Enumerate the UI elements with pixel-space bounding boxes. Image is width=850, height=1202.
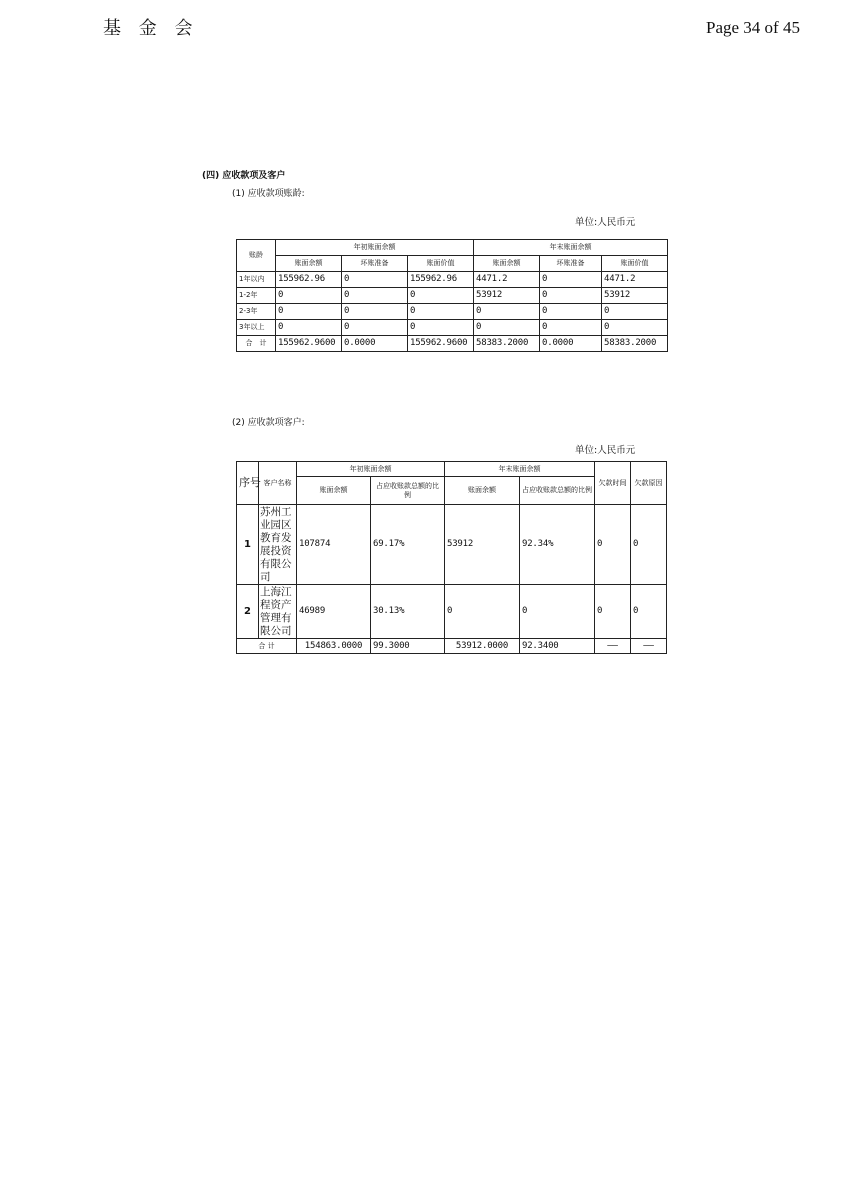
table-row: [237, 320, 668, 336]
aging-cell: 0: [540, 288, 602, 304]
aging-cell: 53912: [474, 288, 540, 304]
customer-cell: 0: [445, 585, 520, 639]
aging-cell: 53912: [602, 288, 668, 304]
customer-cell: 0: [631, 505, 667, 585]
aging-cell: 4471.2: [602, 272, 668, 288]
aging-group-end: 年末账面余额: [474, 240, 668, 256]
aging-row-label: 合 计: [237, 336, 276, 352]
customer-total-label: 合 计: [237, 639, 297, 654]
aging-cell: 0: [408, 288, 474, 304]
aging-cell: 0: [276, 288, 342, 304]
aging-cell: 155962.9600: [276, 336, 342, 352]
table-row: [237, 272, 668, 288]
aging-cell: 4471.2: [474, 272, 540, 288]
aging-row-label: 1-2年: [237, 288, 276, 304]
customer-col-due-time: 欠款时间: [595, 462, 631, 505]
aging-cell: 0: [342, 272, 408, 288]
aging-cell: 0.0000: [342, 336, 408, 352]
table-row: [237, 585, 667, 639]
customer-col-seq: 序号: [237, 462, 259, 505]
table-row: [237, 288, 668, 304]
subsection-aging-title: (1) 应收款项账龄:: [232, 189, 305, 199]
customer-cell: 69.17%: [371, 505, 445, 585]
aging-subheader: 坏账准备: [540, 256, 602, 272]
customer-subheader: 账面余额: [445, 477, 520, 505]
customer-group-begin: 年初账面余额: [297, 462, 445, 477]
customer-subheader: 占应收账款总额的比例: [520, 477, 595, 505]
customer-cell: 0: [595, 505, 631, 585]
aging-table: [236, 239, 668, 352]
customer-table: [236, 461, 667, 654]
aging-cell: 0: [408, 320, 474, 336]
customer-cell: 53912: [445, 505, 520, 585]
customer-seq: 2: [237, 585, 259, 639]
table-row: [237, 304, 668, 320]
customer-total-cell: 99.3000: [371, 639, 445, 654]
aging-cell: 0: [342, 320, 408, 336]
table-row-total: [237, 639, 667, 654]
aging-header-row-2: [237, 256, 668, 272]
aging-cell: 0: [276, 304, 342, 320]
aging-cell: 0: [602, 304, 668, 320]
aging-cell: 155962.9600: [408, 336, 474, 352]
customer-subheader: 账面余额: [297, 477, 371, 505]
table-row: [237, 505, 667, 585]
aging-subheader: 账面价值: [602, 256, 668, 272]
customer-cell: 46989: [297, 585, 371, 639]
aging-row-label: 3年以上: [237, 320, 276, 336]
customer-subheader: 占应收账款总额的比例: [371, 477, 445, 505]
aging-subheader: 账面余额: [474, 256, 540, 272]
unit-label-2: 单位:人民币元: [575, 445, 636, 456]
customer-total-cell: ——: [631, 639, 667, 654]
customer-cell: 0: [595, 585, 631, 639]
customer-cell: 0: [631, 585, 667, 639]
customer-total-cell: 53912.0000: [445, 639, 520, 654]
aging-cell: 58383.2000: [474, 336, 540, 352]
aging-cell: 0: [408, 304, 474, 320]
customer-col-name: 客户名称: [259, 462, 297, 505]
customer-cell: 92.34%: [520, 505, 595, 585]
aging-subheader: 账面余额: [276, 256, 342, 272]
customer-cell: 0: [520, 585, 595, 639]
customer-name: 苏州工业园区教育发展投资有限公司: [259, 505, 297, 585]
aging-col-age: 账龄: [237, 240, 276, 272]
aging-header-row-1: [237, 240, 668, 256]
aging-cell: 155962.96: [276, 272, 342, 288]
aging-cell: 0: [540, 304, 602, 320]
customer-seq: 1: [237, 505, 259, 585]
customer-cell: 107874: [297, 505, 371, 585]
aging-cell: 0: [474, 320, 540, 336]
aging-cell: 0: [276, 320, 342, 336]
aging-row-label: 1年以内: [237, 272, 276, 288]
header-org: 基 金 会: [103, 18, 199, 39]
customer-group-end: 年末账面余额: [445, 462, 595, 477]
aging-cell: 0: [602, 320, 668, 336]
customer-name: 上海江程资产管理有限公司: [259, 585, 297, 639]
customer-col-due-reason: 欠款原因: [631, 462, 667, 505]
aging-cell: 0: [342, 304, 408, 320]
aging-cell: 0: [540, 272, 602, 288]
aging-cell: 0: [474, 304, 540, 320]
aging-cell: 0.0000: [540, 336, 602, 352]
aging-cell: 0: [540, 320, 602, 336]
aging-cell: 155962.96: [408, 272, 474, 288]
aging-group-begin: 年初账面余额: [276, 240, 474, 256]
table-row-total: [237, 336, 668, 352]
aging-subheader: 账面价值: [408, 256, 474, 272]
aging-row-label: 2-3年: [237, 304, 276, 320]
customer-total-cell: ——: [595, 639, 631, 654]
section-title: (四) 应收款项及客户: [202, 171, 286, 181]
customer-total-cell: 92.3400: [520, 639, 595, 654]
unit-label-1: 单位:人民币元: [575, 217, 636, 228]
aging-subheader: 坏账准备: [342, 256, 408, 272]
customer-header-row-1: [237, 462, 667, 477]
page-number: Page 34 of 45: [706, 18, 800, 37]
aging-cell: 58383.2000: [602, 336, 668, 352]
subsection-customer-title: (2) 应收款项客户:: [232, 418, 305, 428]
aging-cell: 0: [342, 288, 408, 304]
customer-cell: 30.13%: [371, 585, 445, 639]
customer-total-cell: 154863.0000: [297, 639, 371, 654]
